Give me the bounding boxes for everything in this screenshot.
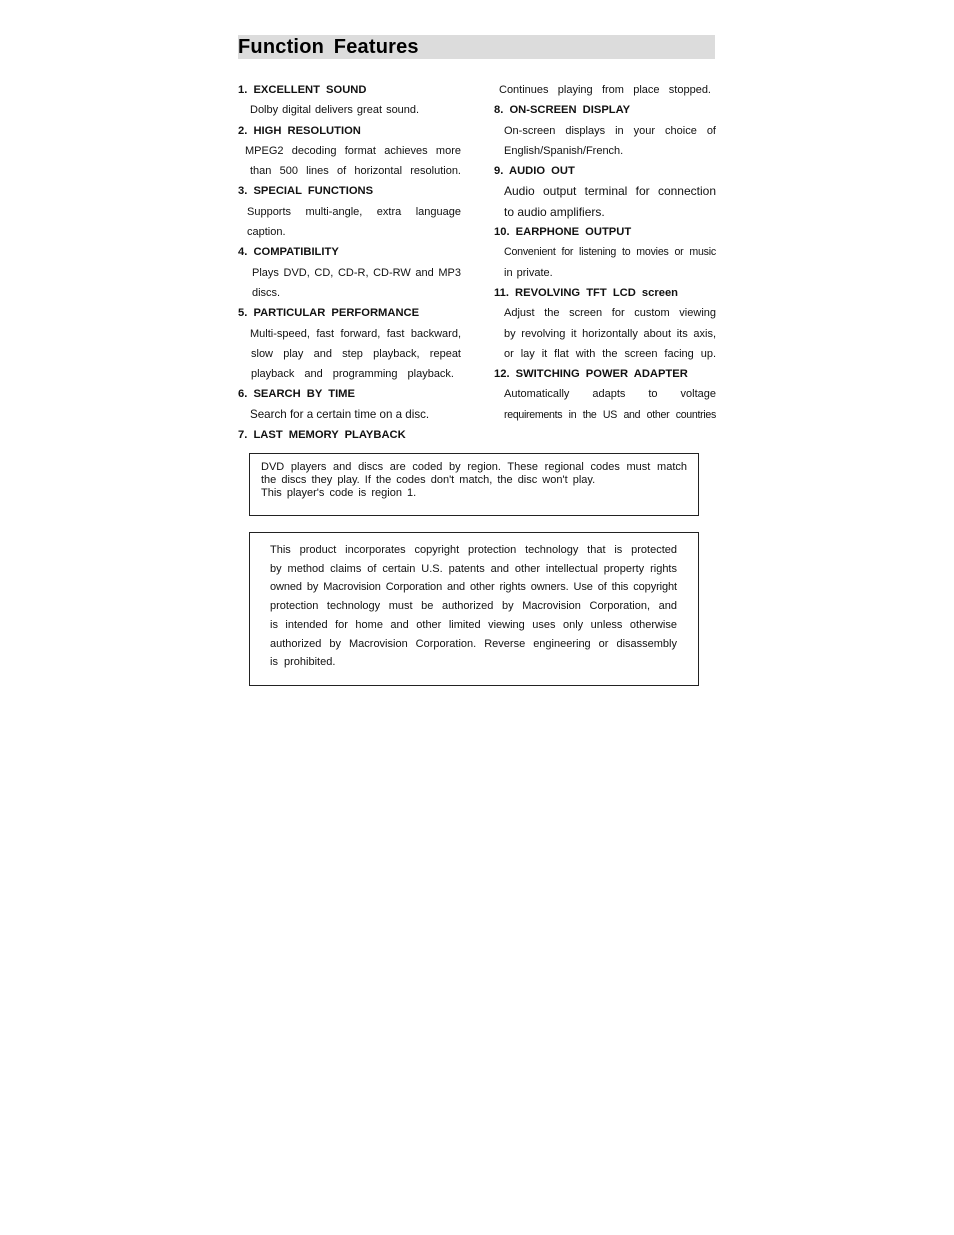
copyright-notice-box: [249, 532, 699, 686]
feature-heading-excellent-sound: 1. EXCELLENT SOUND: [238, 84, 367, 96]
feature-heading-high-resolution: 2. HIGH RESOLUTION: [238, 124, 361, 137]
feature-heading-earphone-output: 10. EARPHONE OUTPUT: [494, 226, 632, 239]
feature-heading-particular-performance: 5. PARTICULAR PERFORMANCE: [238, 307, 420, 320]
feature-heading-on-screen-display: 8. ON-SCREEN DISPLAY: [494, 104, 631, 117]
feature-text: Multi-speed, fast forward, fast backward,: [250, 327, 461, 340]
feature-text: MPEG2 decoding format achieves more: [245, 144, 461, 157]
feature-text: Supports multi-angle, extra language: [247, 205, 461, 218]
feature-text: or lay it flat with the screen facing up.: [504, 347, 716, 360]
feature-text: slow play and step playback, repeat: [251, 347, 461, 360]
feature-text: Audio output terminal for connection: [504, 184, 716, 199]
copyright-notice-text: is intended for home and other limited viewing uses only unless otherwise: [270, 618, 677, 631]
region-notice-text: DVD players and discs are coded by region. These regional codes must match: [261, 461, 687, 473]
feature-text: English/Spanish/French.: [504, 144, 624, 157]
feature-text: by revolving it horizontally about its axis,: [504, 327, 716, 340]
feature-text: Plays DVD, CD, CD-R, CD-RW and MP3: [252, 266, 461, 279]
feature-text: to audio amplifiers.: [504, 204, 605, 219]
region-notice-text: This player's code is region 1.: [261, 487, 417, 499]
feature-heading-revolving-tft-lcd-screen: 11. REVOLVING TFT LCD screen: [494, 286, 678, 299]
title-bar: [238, 35, 715, 59]
feature-text-continuation: Continues playing from place stopped.: [499, 84, 711, 96]
feature-heading-switching-power-adapter: 12. SWITCHING POWER ADAPTER: [494, 368, 688, 381]
feature-text: Adjust the screen for custom viewing: [504, 307, 716, 320]
feature-text: On-screen displays in your choice of: [504, 124, 716, 137]
feature-text: requirements in the US and other countries: [504, 408, 716, 421]
feature-heading-search-by-time: 6. SEARCH BY TIME: [238, 388, 355, 401]
copyright-notice-text: owned by Macrovision Corporation and other rights owners. Use of this copyright: [270, 581, 677, 594]
feature-text: playback and programming playback.: [251, 368, 454, 381]
features-left-column: [238, 80, 461, 445]
feature-heading-last-memory-playback: 7. LAST MEMORY PLAYBACK: [238, 429, 406, 442]
copyright-notice-text: by method claims of certain U.S. patents and other intellectual property rights: [270, 562, 677, 575]
feature-heading-audio-out: 9. AUDIO OUT: [494, 165, 575, 178]
feature-text: in private.: [504, 266, 553, 279]
region-notice-text: the discs they play. If the codes don't match, the disc won't play.: [261, 474, 596, 486]
feature-text: caption.: [247, 226, 286, 239]
feature-text: discs.: [252, 286, 281, 299]
copyright-notice-text: is prohibited.: [270, 656, 336, 669]
features-right-column: [494, 80, 716, 425]
copyright-notice-text: authorized by Macrovision Corporation. Reverse engineering or disassembly: [270, 637, 677, 650]
feature-heading-compatibility: 4. COMPATIBILITY: [238, 246, 339, 259]
copyright-notice-text: protection technology must be authorized by Macrovision Corporation, and: [270, 600, 677, 613]
copyright-notice-text: This product incorporates copyright protection technology that is protected: [270, 544, 677, 556]
region-notice-box: [249, 453, 699, 516]
feature-text: Automatically adapts to voltage: [504, 388, 716, 401]
feature-text: Dolby digital delivers great sound.: [250, 104, 420, 117]
feature-text: Search for a certain time on a disc.: [250, 407, 430, 421]
feature-heading-special-functions: 3. SPECIAL FUNCTIONS: [238, 185, 374, 198]
feature-text: than 500 lines of horizontal resolution.: [250, 165, 461, 178]
page-title: Function Features: [238, 36, 419, 58]
feature-text: Convenient for listening to movies or music: [504, 246, 716, 259]
